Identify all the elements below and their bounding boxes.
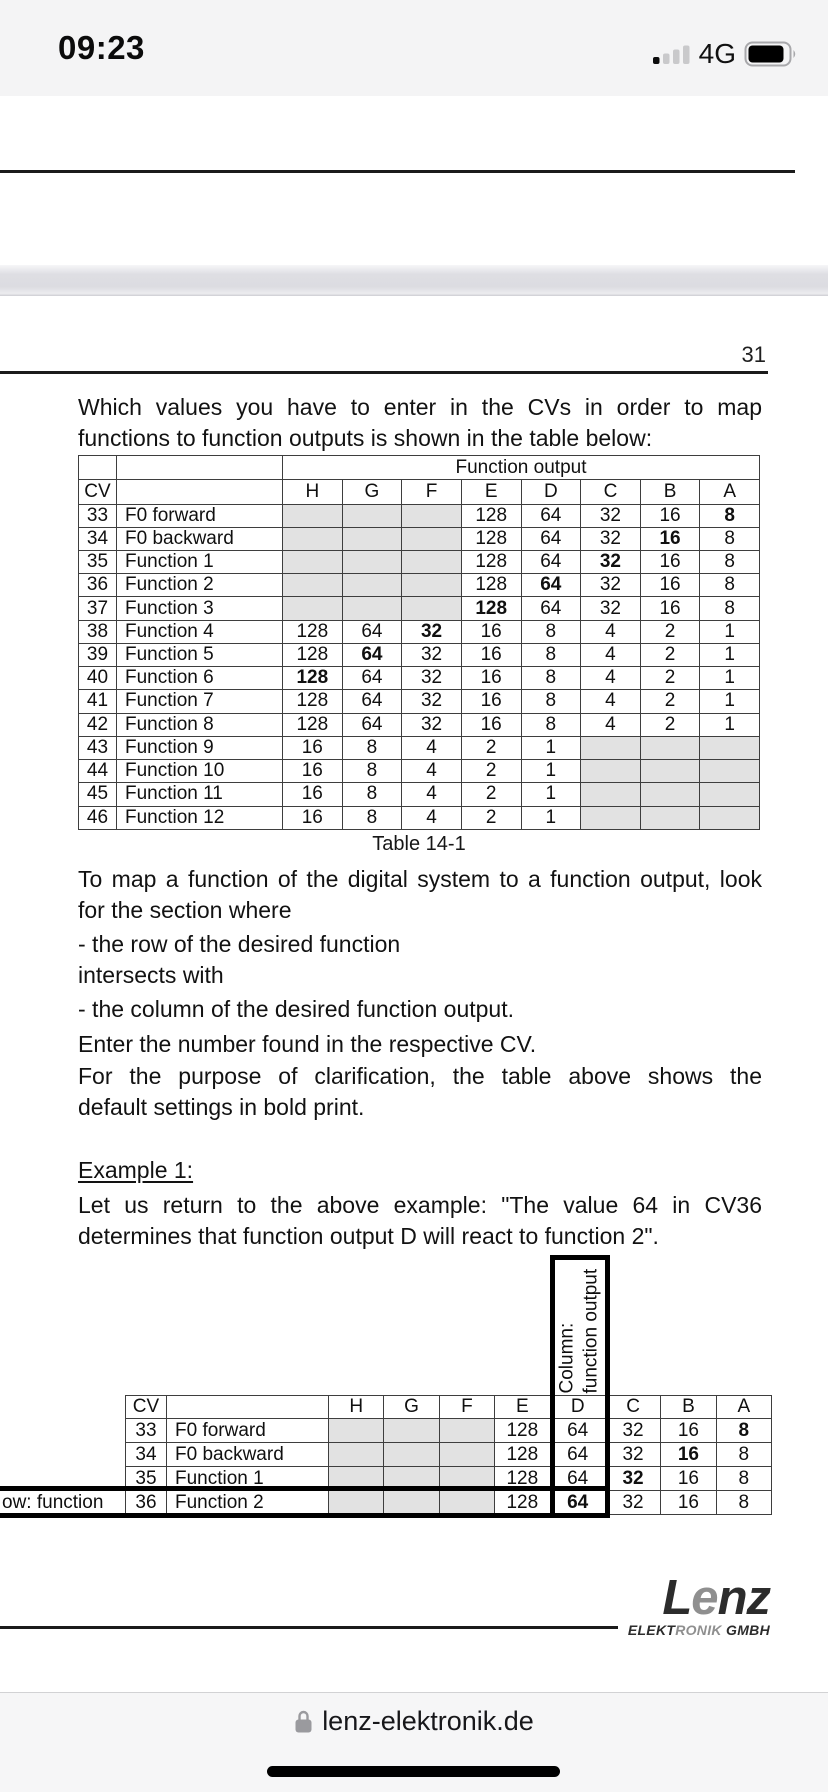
table-row: [79, 550, 760, 573]
example-paragraph: [78, 1190, 762, 1252]
table-row: [79, 806, 760, 829]
table-row: [79, 574, 760, 597]
table-cell: 64: [521, 550, 581, 573]
table-cell: 41: [79, 690, 117, 713]
url-bar[interactable]: [0, 1706, 828, 1737]
table-cell: [402, 504, 462, 527]
table-cell: 128: [283, 667, 343, 690]
table-cell: 128: [283, 690, 343, 713]
table-cell: 16: [461, 713, 521, 736]
lenz-logo: [626, 1571, 770, 1638]
column-callout-label: [556, 1261, 606, 1394]
table-cell: [167, 1396, 329, 1419]
table-cell: 36: [126, 1491, 167, 1515]
table-cell: CV: [126, 1396, 167, 1419]
column-callout-line2: function output: [580, 1268, 602, 1394]
table-cell: [439, 1419, 494, 1443]
text-line: Let us return to the above example: "The value 64 in CV36: [78, 1192, 762, 1218]
table-row: [79, 456, 760, 480]
function-output-mapping-table: [78, 455, 760, 830]
text-line: functions to function outputs is shown in the table below:: [78, 425, 653, 451]
table-cell: [581, 736, 641, 759]
text-line: For the purpose of clarification, the table above shows the: [78, 1063, 762, 1089]
table-cell: 8: [342, 783, 402, 806]
table-cell: [581, 806, 641, 829]
table-cell: [439, 1443, 494, 1467]
table-caption: Table 14-1: [372, 833, 466, 855]
table-cell: G: [384, 1396, 439, 1419]
table-cell: Function 12: [117, 806, 283, 829]
table-row: [79, 620, 760, 643]
lenz-logo-subtitle: [626, 1622, 770, 1638]
table-cell: Function output: [283, 456, 760, 480]
table-cell: 8: [700, 504, 760, 527]
table-cell: 4: [581, 690, 641, 713]
table-cell: 4: [581, 667, 641, 690]
table-cell: 1: [700, 690, 760, 713]
table-cell: 4: [581, 620, 641, 643]
table-cell: [283, 550, 343, 573]
table-cell: [640, 760, 700, 783]
table-cell: C: [605, 1396, 660, 1419]
body-paragraph: [78, 1061, 762, 1123]
table-cell: 16: [640, 527, 700, 550]
status-right-cluster: [653, 38, 798, 70]
table-cell: 32: [402, 667, 462, 690]
table-cell: Function 8: [117, 713, 283, 736]
table-cell: 8: [700, 574, 760, 597]
table-cell: [581, 783, 641, 806]
table-cell: CV: [79, 480, 117, 504]
table-cell: [640, 806, 700, 829]
table-cell: 64: [521, 574, 581, 597]
table-row: [79, 643, 760, 666]
table-cell: 36: [79, 574, 117, 597]
table-cell: [384, 1443, 439, 1467]
table-cell: E: [461, 480, 521, 504]
text-line: determines that function output D will react to function 2".: [78, 1223, 659, 1249]
table-cell: 4: [402, 760, 462, 783]
status-time: 09:23: [58, 29, 145, 66]
table-cell: 32: [605, 1419, 660, 1443]
table-cell: Function 2: [117, 574, 283, 597]
table-cell: Function 4: [117, 620, 283, 643]
table-cell: Function 6: [117, 667, 283, 690]
table-cell: 128: [495, 1443, 550, 1467]
status-bar: [0, 0, 828, 96]
table-cell: 8: [700, 527, 760, 550]
table-row: [126, 1396, 772, 1419]
logo-letter: e: [691, 1571, 718, 1625]
table-cell: 128: [495, 1491, 550, 1515]
pdf-footer-rule: [0, 1626, 618, 1629]
table-cell: 1: [521, 783, 581, 806]
table-cell: 1: [700, 713, 760, 736]
table-cell: 16: [661, 1419, 716, 1443]
intro-paragraph: [78, 392, 762, 454]
table-cell: 35: [79, 550, 117, 573]
table-cell: [581, 760, 641, 783]
table-cell: Function 7: [117, 690, 283, 713]
network-type-label: 4G: [698, 38, 736, 69]
table-cell: 1: [521, 760, 581, 783]
table-cell: 2: [461, 736, 521, 759]
table-cell: Function 1: [167, 1467, 329, 1491]
table-row: [126, 1443, 772, 1467]
text-line: for the section where: [78, 897, 292, 923]
table-cell: 4: [402, 783, 462, 806]
table-cell: [402, 597, 462, 620]
table-cell: [402, 550, 462, 573]
table-cell: 37: [79, 597, 117, 620]
table-row: [126, 1419, 772, 1443]
table-cell: 8: [342, 760, 402, 783]
table-cell: 32: [581, 550, 641, 573]
table-cell: Function 11: [117, 783, 283, 806]
table-cell: [342, 574, 402, 597]
table-cell: 33: [126, 1419, 167, 1443]
table-cell: 16: [283, 783, 343, 806]
table-cell: [283, 597, 343, 620]
pdf-header-rule: [0, 371, 768, 374]
table-cell: 8: [521, 620, 581, 643]
table-cell: 64: [342, 713, 402, 736]
table-cell: 128: [283, 713, 343, 736]
table-cell: [283, 504, 343, 527]
body-paragraph: [78, 864, 762, 926]
table-cell: 4: [581, 643, 641, 666]
table-cell: [402, 574, 462, 597]
table-cell: H: [329, 1396, 384, 1419]
table-cell: 128: [283, 620, 343, 643]
table-cell: 64: [550, 1443, 605, 1467]
table-cell: 32: [581, 527, 641, 550]
table-cell: [342, 550, 402, 573]
table-cell: 64: [550, 1419, 605, 1443]
table-cell: D: [550, 1396, 605, 1419]
table-cell: 2: [640, 667, 700, 690]
table-cell: [700, 783, 760, 806]
table-cell: 35: [126, 1467, 167, 1491]
battery-icon: [744, 41, 798, 67]
table-cell: D: [521, 480, 581, 504]
table-cell: 64: [342, 690, 402, 713]
table-cell: 128: [461, 504, 521, 527]
table-cell: Function 1: [117, 550, 283, 573]
table-cell: 40: [79, 667, 117, 690]
table-cell: Function 3: [117, 597, 283, 620]
table-cell: 2: [640, 690, 700, 713]
table-cell: [700, 760, 760, 783]
table-cell: 32: [605, 1443, 660, 1467]
table-cell: 128: [461, 597, 521, 620]
table-cell: 39: [79, 643, 117, 666]
lock-icon: [294, 1709, 313, 1734]
page-number: 31: [741, 342, 766, 367]
table-cell: 8: [700, 597, 760, 620]
table-cell: 1: [700, 643, 760, 666]
body-paragraph: [78, 994, 762, 1025]
table-cell: 16: [640, 597, 700, 620]
table-cell: F0 forward: [117, 504, 283, 527]
table-cell: [342, 597, 402, 620]
table-cell: 8: [716, 1467, 771, 1491]
text-line: - the column of the desired function output.: [78, 996, 514, 1022]
pdf-page-separator: [0, 265, 828, 296]
text-line: To map a function of the digital system to a function output, look: [78, 866, 762, 892]
table-cell: 64: [342, 620, 402, 643]
table-cell: [384, 1419, 439, 1443]
table-cell: 1: [700, 620, 760, 643]
table-cell: 8: [521, 667, 581, 690]
logo-sub-part: GMBH: [721, 1622, 770, 1638]
table-cell: B: [661, 1396, 716, 1419]
table-cell: [700, 736, 760, 759]
table-cell: 8: [716, 1419, 771, 1443]
table-row: [79, 736, 760, 759]
table-row: [79, 690, 760, 713]
table-cell: [79, 456, 117, 480]
logo-letter: L: [662, 1571, 692, 1625]
table-cell: A: [700, 480, 760, 504]
table-cell: [117, 480, 283, 504]
table-row: [79, 597, 760, 620]
table-row: [79, 667, 760, 690]
table-cell: [342, 504, 402, 527]
table-cell: F0 backward: [117, 527, 283, 550]
table-cell: [283, 527, 343, 550]
table-cell: 16: [283, 760, 343, 783]
pdf-rule-top: [0, 170, 795, 173]
table-cell: 128: [461, 574, 521, 597]
table-cell: 32: [581, 504, 641, 527]
table-cell: 1: [521, 806, 581, 829]
table-cell: 1: [521, 736, 581, 759]
table-cell: 8: [521, 643, 581, 666]
body-paragraph: [78, 929, 762, 960]
table-cell: 45: [79, 783, 117, 806]
text-line: - the row of the desired function: [78, 931, 401, 957]
table-cell: Function 5: [117, 643, 283, 666]
table-row: [79, 713, 760, 736]
table-cell: [329, 1419, 384, 1443]
table-cell: 32: [581, 574, 641, 597]
table-cell: 8: [342, 736, 402, 759]
table-cell: 16: [640, 574, 700, 597]
cellular-signal-icon: [653, 44, 691, 64]
table-cell: [402, 527, 462, 550]
table-cell: 34: [126, 1443, 167, 1467]
table-cell: 42: [79, 713, 117, 736]
table-cell: [283, 574, 343, 597]
table-cell: Function 10: [117, 760, 283, 783]
table-cell: H: [283, 480, 343, 504]
body-paragraph: [78, 1029, 762, 1060]
table-cell: F0 forward: [167, 1419, 329, 1443]
table-cell: Function 2: [167, 1491, 329, 1515]
table-cell: [117, 456, 283, 480]
table-cell: 16: [461, 643, 521, 666]
text-line: default settings in bold print.: [78, 1094, 365, 1120]
table-cell: 128: [461, 527, 521, 550]
table-cell: 16: [640, 550, 700, 573]
table-cell: 1: [700, 667, 760, 690]
table-row: [79, 527, 760, 550]
table-cell: 128: [461, 550, 521, 573]
table-cell: 4: [581, 713, 641, 736]
text-line: intersects with: [78, 962, 224, 988]
table-cell: A: [716, 1396, 771, 1419]
table-cell: 32: [605, 1467, 660, 1491]
table-cell: 64: [521, 504, 581, 527]
table-cell: 8: [521, 713, 581, 736]
table-cell: 4: [402, 736, 462, 759]
table-cell: [640, 783, 700, 806]
table-cell: [329, 1443, 384, 1467]
table-cell: 64: [550, 1491, 605, 1515]
table-cell: 43: [79, 736, 117, 759]
table-cell: [700, 806, 760, 829]
table-cell: 32: [402, 643, 462, 666]
table-cell: 128: [283, 643, 343, 666]
example-heading: Example 1:: [78, 1157, 194, 1183]
body-paragraph: [78, 960, 762, 991]
text-line: Enter the number found in the respective CV.: [78, 1031, 537, 1057]
table-cell: 128: [495, 1419, 550, 1443]
url-text: lenz-elektronik.de: [322, 1706, 534, 1736]
table-cell: 2: [461, 760, 521, 783]
table-cell: Function 9: [117, 736, 283, 759]
row-callout-label: ow: function: [2, 1492, 104, 1513]
table-cell: 38: [79, 620, 117, 643]
table-cell: 2: [640, 643, 700, 666]
table-cell: 2: [640, 713, 700, 736]
table-cell: 16: [661, 1491, 716, 1515]
table-cell: 64: [521, 527, 581, 550]
table-cell: G: [342, 480, 402, 504]
table-cell: 2: [640, 620, 700, 643]
table-cell: 128: [495, 1467, 550, 1491]
table-row: [79, 480, 760, 504]
table-cell: 8: [700, 550, 760, 573]
logo-sub-part: RONIK: [675, 1622, 722, 1638]
table-cell: 32: [402, 713, 462, 736]
table-cell: 64: [550, 1467, 605, 1491]
table-cell: 8: [716, 1491, 771, 1515]
table-cell: E: [495, 1396, 550, 1419]
table-cell: F: [402, 480, 462, 504]
table-cell: 64: [521, 597, 581, 620]
table-cell: 33: [79, 504, 117, 527]
lenz-logo-wordmark: [626, 1571, 770, 1625]
table-cell: 32: [581, 597, 641, 620]
table-cell: 2: [461, 806, 521, 829]
table-cell: [342, 527, 402, 550]
table-cell: 44: [79, 760, 117, 783]
table-cell: 34: [79, 527, 117, 550]
table-cell: F0 backward: [167, 1443, 329, 1467]
table-cell: 8: [716, 1443, 771, 1467]
table-cell: 16: [461, 620, 521, 643]
table-cell: 64: [342, 667, 402, 690]
safari-bottom-bar: [0, 1692, 828, 1792]
table-cell: 46: [79, 806, 117, 829]
table-cell: 16: [461, 667, 521, 690]
table-cell: 16: [661, 1443, 716, 1467]
table-cell: 32: [605, 1491, 660, 1515]
home-indicator[interactable]: [267, 1766, 560, 1777]
table-cell: 2: [461, 783, 521, 806]
table-cell: 4: [402, 806, 462, 829]
table-row: [79, 783, 760, 806]
logo-sub-part: ELEKT: [627, 1622, 676, 1638]
table-cell: 64: [342, 643, 402, 666]
table-cell: 16: [461, 690, 521, 713]
table-cell: F: [439, 1396, 494, 1419]
table-row: [79, 760, 760, 783]
table-cell: B: [640, 480, 700, 504]
table-cell: 32: [402, 690, 462, 713]
column-callout-line1: Column:: [556, 1322, 578, 1394]
table-cell: 16: [283, 736, 343, 759]
table-cell: 16: [661, 1467, 716, 1491]
table-row: [79, 504, 760, 527]
logo-letter: nz: [717, 1571, 770, 1625]
table-cell: 8: [521, 690, 581, 713]
table-cell: C: [581, 480, 641, 504]
text-line: Which values you have to enter in the CVs in order to map: [78, 394, 762, 420]
table-cell: 32: [402, 620, 462, 643]
table-cell: [640, 736, 700, 759]
table-cell: 16: [283, 806, 343, 829]
table-cell: 8: [342, 806, 402, 829]
table-cell: 16: [640, 504, 700, 527]
